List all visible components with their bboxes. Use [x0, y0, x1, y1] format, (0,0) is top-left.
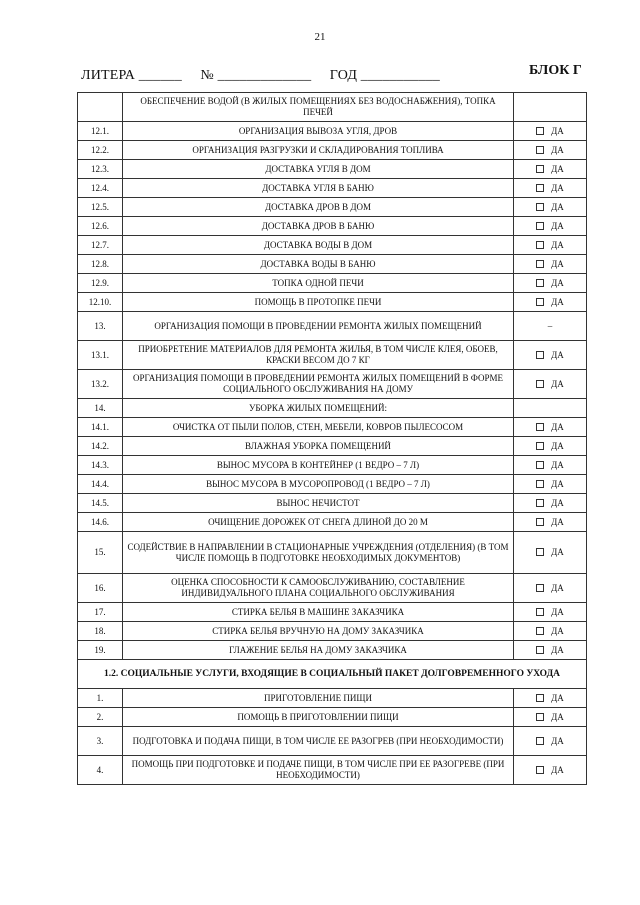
- checkbox[interactable]: [536, 241, 544, 249]
- cell-name: СТИРКА БЕЛЬЯ В МАШИНЕ ЗАКАЗЧИКА: [123, 603, 514, 622]
- table-row: [78, 418, 587, 437]
- cell-mark[interactable]: [514, 217, 587, 236]
- table-row: [78, 293, 587, 312]
- yes-label: ДА: [551, 277, 564, 288]
- checkbox[interactable]: [536, 260, 544, 268]
- mark-label: –: [547, 320, 553, 331]
- yes-label: ДА: [551, 296, 564, 307]
- cell-mark[interactable]: [514, 641, 587, 660]
- cell-num: 14.5.: [78, 494, 123, 513]
- yes-label: ДА: [551, 711, 564, 722]
- checkbox[interactable]: [536, 737, 544, 745]
- cell-mark[interactable]: [514, 293, 587, 312]
- cell-name: ВЫНОС НЕЧИСТОТ: [123, 494, 514, 513]
- table-row: [78, 236, 587, 255]
- cell-mark[interactable]: [514, 198, 587, 217]
- cell-num: 12.10.: [78, 293, 123, 312]
- yes-label: ДА: [551, 201, 564, 212]
- cell-name: ОРГАНИЗАЦИЯ ВЫВОЗА УГЛЯ, ДРОВ: [123, 122, 514, 141]
- table-row: [78, 341, 587, 370]
- cell-mark[interactable]: [514, 756, 587, 785]
- checkbox[interactable]: [536, 627, 544, 635]
- yes-label: ДА: [551, 497, 564, 508]
- cell-num: 16.: [78, 574, 123, 603]
- checkbox[interactable]: [536, 480, 544, 488]
- cell-mark[interactable]: [514, 708, 587, 727]
- table-row: [78, 494, 587, 513]
- cell-mark[interactable]: [514, 574, 587, 603]
- cell-mark[interactable]: [514, 622, 587, 641]
- cell-mark: [514, 399, 587, 418]
- checkbox[interactable]: [536, 423, 544, 431]
- cell-name: ВЛАЖНАЯ УБОРКА ПОМЕЩЕНИЙ: [123, 437, 514, 456]
- table-row: [78, 179, 587, 198]
- cell-num: 12.1.: [78, 122, 123, 141]
- cell-num: 19.: [78, 641, 123, 660]
- cell-name: ДОСТАВКА УГЛЯ В ДОМ: [123, 160, 514, 179]
- cell-name: ПРИГОТОВЛЕНИЕ ПИЩИ: [123, 689, 514, 708]
- cell-mark[interactable]: [514, 494, 587, 513]
- yes-label: ДА: [551, 182, 564, 193]
- cell-num: 12.6.: [78, 217, 123, 236]
- yes-label: ДА: [551, 258, 564, 269]
- cell-name: ТОПКА ОДНОЙ ПЕЧИ: [123, 274, 514, 293]
- checkbox[interactable]: [536, 298, 544, 306]
- table-row: [78, 160, 587, 179]
- section-row: [78, 660, 587, 689]
- cell-mark[interactable]: [514, 236, 587, 255]
- table-row: [78, 141, 587, 160]
- cell-name: ОРГАНИЗАЦИЯ РАЗГРУЗКИ И СКЛАДИРОВАНИЯ ТОПЛИВА: [123, 141, 514, 160]
- table-row: [78, 641, 587, 660]
- cell-name: ПОМОЩЬ ПРИ ПОДГОТОВКЕ И ПОДАЧЕ ПИЩИ, В ТОМ ЧИСЛЕ ПРИ ЕЕ РАЗОГРЕВЕ (ПРИ НЕОБХОДИМОСТИ): [123, 756, 514, 785]
- cell-num: [78, 93, 123, 122]
- checkbox[interactable]: [536, 461, 544, 469]
- table-row-header: [78, 93, 587, 122]
- yes-label: ДА: [551, 163, 564, 174]
- table-row: [78, 532, 587, 574]
- cell-name: ДОСТАВКА ДРОВ В ДОМ: [123, 198, 514, 217]
- checkbox[interactable]: [536, 279, 544, 287]
- yes-label: ДА: [551, 478, 564, 489]
- cell-mark[interactable]: [514, 274, 587, 293]
- yes-label: ДА: [551, 421, 564, 432]
- yes-label: ДА: [551, 606, 564, 617]
- table-row: [78, 312, 587, 341]
- cell-mark: [514, 312, 587, 341]
- cell-name: УБОРКА ЖИЛЫХ ПОМЕЩЕНИЙ:: [123, 399, 514, 418]
- yes-label: ДА: [551, 582, 564, 593]
- yes-label: ДА: [551, 220, 564, 231]
- checkbox[interactable]: [536, 184, 544, 192]
- cell-num: 12.8.: [78, 255, 123, 274]
- yes-label: ДА: [551, 349, 564, 360]
- yes-label: ДА: [551, 440, 564, 451]
- table-row: [78, 708, 587, 727]
- cell-name: ВЫНОС МУСОРА В КОНТЕЙНЕР (1 ВЕДРО – 7 Л): [123, 456, 514, 475]
- yes-label: ДА: [551, 692, 564, 703]
- cell-num: 12.9.: [78, 274, 123, 293]
- cell-name: ПРИОБРЕТЕНИЕ МАТЕРИАЛОВ ДЛЯ РЕМОНТА ЖИЛЬЯ, В ТОМ ЧИСЛЕ КЛЕЯ, ОБОЕВ, КРАСКИ ВЕСОМ ДО 7 КГ: [123, 341, 514, 370]
- cell-num: 12.7.: [78, 236, 123, 255]
- yes-label: ДА: [551, 378, 564, 389]
- cell-name: ВЫНОС МУСОРА В МУСОРОПРОВОД (1 ВЕДРО – 7 Л): [123, 475, 514, 494]
- cell-num: 12.5.: [78, 198, 123, 217]
- cell-num: 13.2.: [78, 370, 123, 399]
- cell-name: СОДЕЙСТВИЕ В НАПРАВЛЕНИИ В СТАЦИОНАРНЫЕ УЧРЕЖДЕНИЯ (ОТДЕЛЕНИЯ) (В ТОМ ЧИСЛЕ ПОМОЩЬ В ПОДГОТОВКЕ НЕОБХОДИМЫХ ДОКУМЕНТОВ): [123, 532, 514, 574]
- cell-name: ДОСТАВКА УГЛЯ В БАНЮ: [123, 179, 514, 198]
- table-row: [78, 475, 587, 494]
- block-label: БЛОК Г: [529, 63, 582, 78]
- cell-name: СТИРКА БЕЛЬЯ ВРУЧНУЮ НА ДОМУ ЗАКАЗЧИКА: [123, 622, 514, 641]
- checkbox[interactable]: [536, 380, 544, 388]
- cell-num: 17.: [78, 603, 123, 622]
- checkbox[interactable]: [536, 548, 544, 556]
- cell-name: ОЧИЩЕНИЕ ДОРОЖЕК ОТ СНЕГА ДЛИНОЙ ДО 20 М: [123, 513, 514, 532]
- section-title: 1.2. СОЦИАЛЬНЫЕ УСЛУГИ, ВХОДЯЩИЕ В СОЦИАЛЬНЫЙ ПАКЕТ ДОЛГОВРЕМЕННОГО УХОДА: [78, 660, 587, 689]
- yes-label: ДА: [551, 644, 564, 655]
- cell-mark[interactable]: [514, 532, 587, 574]
- table-row: [78, 756, 587, 785]
- cell-mark[interactable]: [514, 122, 587, 141]
- page-number: 21: [314, 31, 326, 43]
- table-row: [78, 513, 587, 532]
- cell-num: 1.: [78, 689, 123, 708]
- cell-num: 15.: [78, 532, 123, 574]
- yes-label: ДА: [551, 239, 564, 250]
- table-row: [78, 217, 587, 236]
- checkbox[interactable]: [536, 499, 544, 507]
- cell-mark[interactable]: [514, 160, 587, 179]
- cell-name: ОБЕСПЕЧЕНИЕ ВОДОЙ (В ЖИЛЫХ ПОМЕЩЕНИЯХ БЕЗ ВОДОСНАБЖЕНИЯ), ТОПКА ПЕЧЕЙ: [123, 93, 514, 122]
- table-row: [78, 122, 587, 141]
- cell-num: 2.: [78, 708, 123, 727]
- cell-mark[interactable]: [514, 475, 587, 494]
- cell-num: 18.: [78, 622, 123, 641]
- table-row: [78, 603, 587, 622]
- services-table: [77, 92, 587, 785]
- table-row: [78, 437, 587, 456]
- cell-mark[interactable]: [514, 370, 587, 399]
- table-row: [78, 370, 587, 399]
- cell-mark[interactable]: [514, 513, 587, 532]
- cell-mark[interactable]: [514, 689, 587, 708]
- cell-name: ДОСТАВКА ВОДЫ В БАНЮ: [123, 255, 514, 274]
- cell-num: 13.: [78, 312, 123, 341]
- cell-num: 4.: [78, 756, 123, 785]
- table-row: [78, 574, 587, 603]
- checkbox[interactable]: [536, 584, 544, 592]
- checkbox[interactable]: [536, 442, 544, 450]
- checkbox[interactable]: [536, 351, 544, 359]
- cell-name: ОРГАНИЗАЦИЯ ПОМОЩИ В ПРОВЕДЕНИИ РЕМОНТА ЖИЛЫХ ПОМЕЩЕНИЙ В ФОРМЕ СОЦИАЛЬНОГО ОБСЛУЖИВАНИЯ НА ДОМУ: [123, 370, 514, 399]
- cell-name: ПОМОЩЬ В ПРИГОТОВЛЕНИИ ПИЩИ: [123, 708, 514, 727]
- cell-num: 3.: [78, 727, 123, 756]
- cell-mark[interactable]: [514, 341, 587, 370]
- cell-num: 12.4.: [78, 179, 123, 198]
- cell-name: ПОДГОТОВКА И ПОДАЧА ПИЩИ, В ТОМ ЧИСЛЕ ЕЕ РАЗОГРЕВ (ПРИ НЕОБХОДИМОСТИ): [123, 727, 514, 756]
- yes-label: ДА: [551, 459, 564, 470]
- cell-num: 13.1.: [78, 341, 123, 370]
- yes-label: ДА: [551, 547, 564, 557]
- cell-name: ОРГАНИЗАЦИЯ ПОМОЩИ В ПРОВЕДЕНИИ РЕМОНТА ЖИЛЫХ ПОМЕЩЕНИЙ: [123, 312, 514, 341]
- cell-num: 14.1.: [78, 418, 123, 437]
- cell-num: 14.6.: [78, 513, 123, 532]
- cell-mark[interactable]: [514, 727, 587, 756]
- table-row: [78, 274, 587, 293]
- cell-mark: [514, 93, 587, 122]
- cell-mark[interactable]: [514, 255, 587, 274]
- table-row: [78, 456, 587, 475]
- yes-label: ДА: [551, 125, 564, 136]
- cell-name: ГЛАЖЕНИЕ БЕЛЬЯ НА ДОМУ ЗАКАЗЧИКА: [123, 641, 514, 660]
- table-row: [78, 255, 587, 274]
- table-row: [78, 198, 587, 217]
- checkbox[interactable]: [536, 694, 544, 702]
- cell-mark[interactable]: [514, 603, 587, 622]
- cell-name: ДОСТАВКА ВОДЫ В ДОМ: [123, 236, 514, 255]
- document-header-fields[interactable]: ЛИТЕРА ______ № _____________ ГОД ___________: [81, 68, 440, 83]
- checkbox[interactable]: [536, 127, 544, 135]
- cell-name: ПОМОЩЬ В ПРОТОПКЕ ПЕЧИ: [123, 293, 514, 312]
- yes-label: ДА: [551, 625, 564, 636]
- table-row: [78, 399, 587, 418]
- checkbox[interactable]: [536, 608, 544, 616]
- cell-mark[interactable]: [514, 418, 587, 437]
- yes-label: ДА: [551, 735, 564, 746]
- table-row: [78, 622, 587, 641]
- checkbox[interactable]: [536, 646, 544, 654]
- checkbox[interactable]: [536, 766, 544, 774]
- cell-mark[interactable]: [514, 437, 587, 456]
- checkbox[interactable]: [536, 146, 544, 154]
- cell-name: ОЧИСТКА ОТ ПЫЛИ ПОЛОВ, СТЕН, МЕБЕЛИ, КОВРОВ ПЫЛЕСОСОМ: [123, 418, 514, 437]
- cell-num: 14.4.: [78, 475, 123, 494]
- checkbox[interactable]: [536, 165, 544, 173]
- table-row: [78, 727, 587, 756]
- cell-name: ДОСТАВКА ДРОВ В БАНЮ: [123, 217, 514, 236]
- cell-num: 14.: [78, 399, 123, 418]
- yes-label: ДА: [551, 764, 564, 775]
- checkbox[interactable]: [536, 518, 544, 526]
- cell-mark[interactable]: [514, 141, 587, 160]
- checkbox[interactable]: [536, 222, 544, 230]
- table-row: [78, 689, 587, 708]
- cell-num: 12.3.: [78, 160, 123, 179]
- cell-num: 14.2.: [78, 437, 123, 456]
- cell-mark[interactable]: [514, 456, 587, 475]
- cell-num: 14.3.: [78, 456, 123, 475]
- yes-label: ДА: [551, 144, 564, 155]
- checkbox[interactable]: [536, 203, 544, 211]
- cell-mark[interactable]: [514, 179, 587, 198]
- yes-label: ДА: [551, 516, 564, 527]
- checkbox[interactable]: [536, 713, 544, 721]
- cell-num: 12.2.: [78, 141, 123, 160]
- cell-name: ОЦЕНКА СПОСОБНОСТИ К САМООБСЛУЖИВАНИЮ, СОСТАВЛЕНИЕ ИНДИВИДУАЛЬНОГО ПЛАНА СОЦИАЛЬНОГО ОБСЛУЖИВАНИЯ: [123, 574, 514, 603]
